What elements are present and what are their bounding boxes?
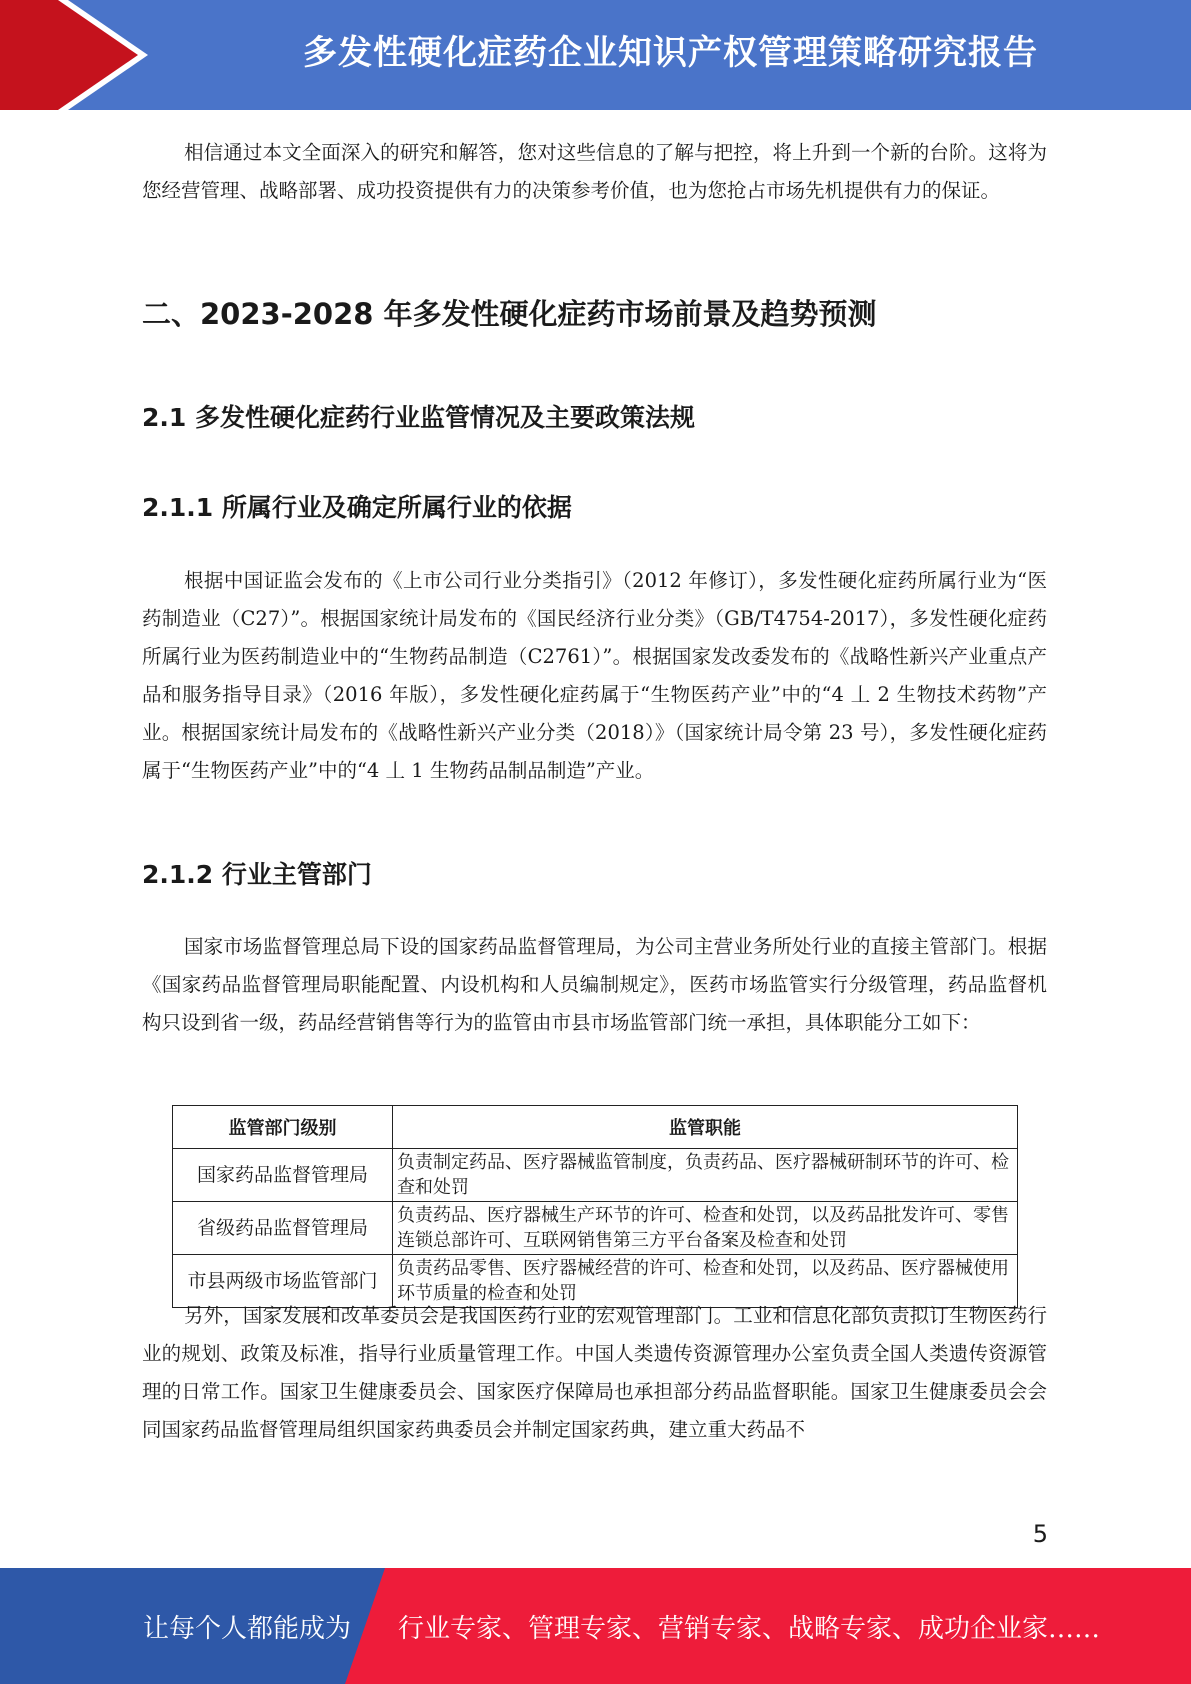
footer-slogan-right: 行业专家、管理专家、营销专家、战略专家、成功企业家…… bbox=[398, 1614, 1101, 1644]
table-cell-level: 市县两级市场监管部门 bbox=[173, 1255, 393, 1308]
table-header-level: 监管部门级别 bbox=[173, 1106, 393, 1149]
table-header-duty: 监管职能 bbox=[393, 1106, 1018, 1149]
after-table-paragraph: 另外，国家发展和改革委员会是我国医药行业的宏观管理部门。工业和信息化部负责拟订生物医药行业的规划、政策及标准，指导行业质量管理工作。中国人类遗传资源管理办公室负责全国人类遗传资源管理的日常工作。国家卫生健康委员会、国家医疗保障局也承担部分药品监督职能。国家卫生健康委员会会同国家药品监督管理局组织国家药典委员会并制定国家药典，建立重大药品不 bbox=[142, 1304, 1047, 1441]
table-cell-duty: 负责药品、医疗器械生产环节的许可、检查和处罚，以及药品批发许可、零售连锁总部许可、互联网销售第三方平台备案及检查和处罚 bbox=[393, 1202, 1018, 1255]
section-2-1-1-paragraph: 根据中国证监会发布的《上市公司行业分类指引》（2012 年修订），多发性硬化症药所属行业为“医药制造业（C27）”。根据国家统计局发布的《国民经济行业分类》（GB/T4754-2017），多发性硬化症药所属行业为医药制造业中的“生物药品制造（C2761）”。根据国家发改委发布的《战略性新兴产业重点产品和服务指导目录》（2016 年版），多发性硬化症药属于“生物医药产业”中的“4 丄 2 生物技术药物”产业。根据国家统计局发布的《战略性新兴产业分类（2018）》（国家统计局令第 23 号），多发性硬化症药属于“生物医药产业”中的“4 丄 1 生物药品制品制造”产业。 bbox=[142, 569, 1047, 782]
page-header bbox=[0, 0, 1191, 110]
section-2-1-2-paragraph: 国家市场监督管理总局下设的国家药品监督管理局，为公司主营业务所处行业的直接主管部门。根据《国家药品监督管理局职能配置、内设机构和人员编制规定》，医药市场监管实行分级管理，药品监督机构只设到省一级，药品经营销售等行为的监管由市县市场监管部门统一承担，具体职能分工如下： bbox=[142, 935, 1047, 1034]
section-2-1-2-block bbox=[142, 928, 1047, 1042]
section-2-1-1-block bbox=[142, 562, 1047, 790]
footer-slogan-left: 让每个人都能成为 bbox=[143, 1614, 352, 1644]
table-cell-duty: 负责药品零售、医疗器械经营的许可、检查和处罚，以及药品、医疗器械使用环节质量的检查和处罚 bbox=[393, 1255, 1018, 1308]
header-chevron-icon bbox=[0, 0, 160, 110]
after-table-block bbox=[142, 1297, 1047, 1449]
section-2-1-2-title: 2.1.2 行业主管部门 bbox=[142, 860, 372, 889]
section-2-1-title: 2.1 多发性硬化症药行业监管情况及主要政策法规 bbox=[142, 403, 695, 432]
table-cell-level: 国家药品监督管理局 bbox=[173, 1149, 393, 1202]
section-2-1-1-title: 2.1.1 所属行业及确定所属行业的依据 bbox=[142, 493, 572, 522]
intro-block bbox=[142, 134, 1047, 210]
page-footer bbox=[0, 1568, 1191, 1684]
table-cell-duty: 负责制定药品、医疗器械监管制度，负责药品、医疗器械研制环节的许可、检查和处罚 bbox=[393, 1149, 1018, 1202]
table-cell-level: 省级药品监督管理局 bbox=[173, 1202, 393, 1255]
page-number: 5 bbox=[1032, 1520, 1048, 1548]
table-row bbox=[173, 1202, 1018, 1255]
header-title: 多发性硬化症药企业知识产权管理策略研究报告 bbox=[303, 33, 1038, 73]
section-2-title: 二、2023-2028 年多发性硬化症药市场前景及趋势预测 bbox=[142, 297, 877, 331]
regulator-table bbox=[172, 1105, 1018, 1308]
table-row bbox=[173, 1149, 1018, 1202]
table-header-row bbox=[173, 1106, 1018, 1149]
intro-paragraph: 相信通过本文全面深入的研究和解答，您对这些信息的了解与把控，将上升到一个新的台阶。这将为您经营管理、战略部署、成功投资提供有力的决策参考价值，也为您抢占市场先机提供有力的保证。 bbox=[142, 141, 1047, 202]
